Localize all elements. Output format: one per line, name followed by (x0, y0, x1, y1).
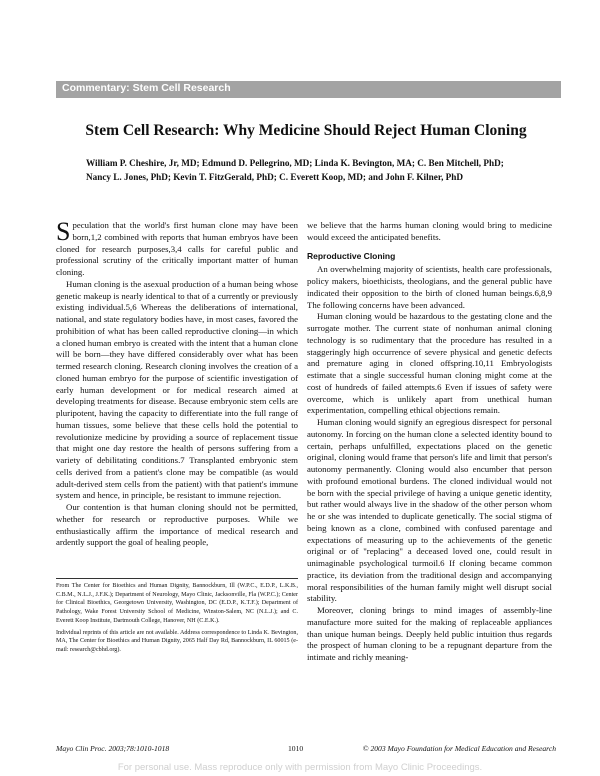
banner-label: Commentary: Stem Cell Research (62, 82, 231, 94)
affiliation-text: From The Center for Bioethics and Human Dignity, Bannockburn, Ill (W.P.C., E.D.P., L.K.B., C.B.M., N.L.J., J.F.K.); Department of Neurology, Mayo Clinic, Jacksonville, Fla (W.P.C.); Center for Clinical Bioethics, Georgetown University, Washington, DC (E.D.P., K.T.F.); Department of Pathology, Wake Forest University School of Medicine, Winston-Salem, NC (N.L.J.); and C. Everett Koop Institute, Dartmouth College, Hanover, NH (C.E.K.). (56, 583, 298, 624)
reprint-note: Individual reprints of this article are not available. Address correspondence to Linda K. Bevington, MA, The Center for Bioethics and Human Dignity, 2065 Half Day Rd, Bannockburn, IL 60015 (e-mail: research@cbhd.org). (56, 629, 298, 653)
page-number: 1010 (288, 744, 304, 753)
section-heading: Reproductive Cloning (307, 250, 396, 261)
journal-citation: Mayo Clin Proc. 2003;78:1010-1018 (56, 744, 170, 753)
right-column (307, 220, 552, 664)
copyright: © 2003 Mayo Foundation for Medical Education and Research (362, 744, 556, 753)
drop-cap: S (56, 217, 71, 246)
paragraph-hazard: Human cloning would be hazardous to the gestating clone and the surrogate mother. The current state of nonhuman animal cloning technology is so rudimentary that the procedure has resulted in a staggeringly high occurrence of severe physical and genetic defects and premature aging in cloned offspring.10,11 Embryologists estimate that a single successful human cloning might come at the cost of hundreds of failed attempts.6 Even if issues of safety were overcome, which is unlikely apart from unethical human experimentation, compelling ethical objections remain. (307, 311, 552, 416)
affiliation-divider (56, 578, 298, 579)
section-banner (56, 81, 561, 98)
paragraph-continuation: we believe that the harms human cloning would bring to medicine would exceed the anticipated benefits. (307, 220, 552, 242)
intro-paragraph (56, 217, 298, 279)
article-title: Stem Cell Research: Why Medicine Should Reject Human Cloning (85, 122, 527, 139)
paragraph-definition: Human cloning is the asexual production of a human being whose genetic makeup is nearly identical to that of a currently or previously existing individual.5,6 Whereas the deliberations of international, national, and state regulatory bodies have, in most cases, favored the prohibition of what has been called reproductive cloning—in which a cloned human embryo is created with the intent that a human clone will be born—they have differed considerably over what has been termed research cloning. Research cloning involves the creation of a cloned human embryo for the purpose of scientific investigation of early human development or for medical research aimed at developing treatments for disease. Because embryonic stem cells are pluripotent, having the capacity to differentiate into the full range of human tissues, some believe that these cells hold the potential to revolutionize medicine by providing a source of replacement tissue that might one day restore the health of persons suffering from a variety of debilitating conditions.7 Transplanted embryonic stem cells derived from a patient's clone may be compatible (as would adult-derived stem cells from the patient) with that patient's immune system and hence, in principle, be resistant to immune rejection. (56, 278, 298, 501)
paragraph-contention: Our contention is that human cloning should not be permitted, whether for research or reproductive purposes. While we enthusiastically affirm the importance of medical research and ardently support the goal of healing people, (56, 502, 298, 548)
page-footer (56, 744, 556, 755)
paragraph-autonomy: Human cloning would signify an egregious disrespect for personal autonomy. In forcing on the human clone a selected identity bound to certain, perhaps unfulfilled, expectations placed on the genetic original, cloning would frame that person's life and limit that person's autonomy permanently. Cloning would also encumber that person with profound emotional burdens. The cloned individual would not be born with the special privilege of having a unique genetic identity, but rather would always live in the shadow of the other person whom he or she was intended to duplicate genetically. The social stigma of being known as a clone, combined with confused parentage and expectations of measuring up to the achievements of the genetic original or of "replacing" a deceased loved one, could result in unimaginable psychological turmoil.6 If cloning became common practice, its deviation from the traditional design and accompanying moral responsibilities of the human family might well disrupt social stability. (307, 417, 552, 604)
paragraph-manufacture: Moreover, cloning brings to mind images of assembly-line manufacture more suited for the making of replaceable appliances than unique human beings. Deeply held public intuition thus regards the prospect of human cloning to be a repugnant departure from the intimate and richly meaning- (307, 605, 552, 662)
author-list: William P. Cheshire, Jr, MD; Edmund D. Pellegrino, MD; Linda K. Bevington, MA; C. Ben Mitchell, PhD; Nancy L. Jones, PhD; Kevin T. FitzGerald, PhD; C. Everett Koop, MD; and John F. Kilner, PhD (86, 158, 504, 182)
left-column (56, 217, 298, 549)
paragraph-opposition: An overwhelming majority of scientists, health care professionals, policy makers, bioethicists, theologians, and the general public have indicated their opposition to the birth of cloned human beings.6,8,9 The following concerns have been advanced. (307, 264, 552, 310)
usage-notice: For personal use. Mass reproduce only with permission from Mayo Clinic Proceedings. (117, 762, 483, 773)
intro-text: peculation that the world's first human clone may have been born,1,2 combined with reports that human embryos have been cloned for research purposes,3,4 calls for careful public and professional scrutiny of the critically important matter of human cloning. (56, 220, 298, 277)
affiliations (56, 582, 298, 658)
